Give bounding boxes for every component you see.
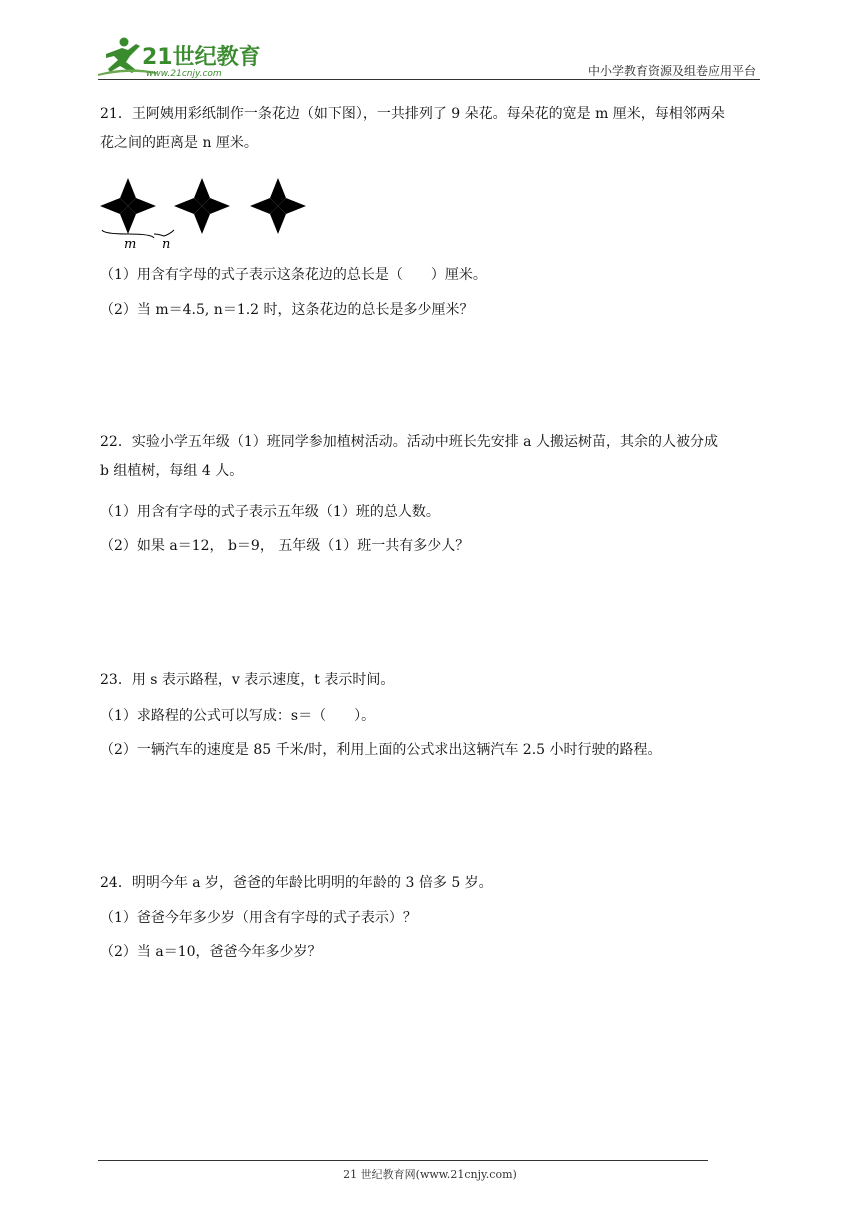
sub-question-1: （1）用含有字母的式子表示五年级（1）班的总人数。 — [100, 504, 440, 520]
flower-border-figure — [100, 176, 320, 252]
logo-url: www.21cnjy.com — [146, 69, 222, 78]
sub-question-2: （2）一辆汽车的速度是 85 千米/时，利用上面的公式求出这辆汽车 2.5 小时行驶的路程。 — [100, 742, 662, 758]
footer-divider — [98, 1160, 708, 1161]
label-m: m — [124, 237, 137, 252]
question-text: 24．明明今年 a 岁，爸爸的年龄比明明的年龄的 3 倍多 5 岁。 — [100, 875, 493, 891]
flower-icon — [100, 178, 156, 234]
sub-question-1: （1）求路程的公式可以写成：s＝（ ）。 — [100, 708, 376, 724]
logo-text: 21世纪教育 — [142, 45, 261, 70]
sub-question-1: （1）爸爸今年多少岁（用含有字母的式子表示）？ — [100, 910, 417, 926]
footer-text: 21 世纪教育网(www.21cnjy.com) — [343, 1168, 517, 1181]
question-text: 22．实验小学五年级（1）班同学参加植树活动。活动中班长先安排 a 人搬运树苗，其余的人被分成 — [100, 434, 718, 450]
label-n: n — [162, 237, 171, 252]
question-24 — [100, 873, 493, 893]
sub-question-2: （2）如果 a＝12， b＝9， 五年级（1）班一共有多少人？ — [100, 538, 470, 554]
question-text: 花之间的距离是 n 厘米。 — [100, 135, 258, 152]
header-divider — [98, 79, 760, 80]
question-23 — [100, 670, 394, 690]
question-text: b 组植树，每组 4 人。 — [100, 463, 244, 480]
question-21 — [100, 104, 725, 154]
question-text: 23．用 s 表示路程，v 表示速度，t 表示时间。 — [100, 672, 395, 688]
flower-icon — [250, 178, 306, 234]
question-22 — [100, 432, 718, 482]
sub-question-2: （2）当 a＝10，爸爸今年多少岁？ — [100, 944, 322, 960]
platform-title: 中小学教育资源及组卷应用平台 — [587, 64, 756, 78]
flower-icon — [174, 178, 230, 234]
page-header — [96, 30, 760, 80]
sub-question-2: （2）当 m＝4.5, n＝1.2 时，这条花边的总长是多少厘米？ — [100, 302, 474, 318]
sub-question-1: （1）用含有字母的式子表示这条花边的总长是（ ）厘米。 — [100, 267, 487, 283]
question-text: 21．王阿姨用彩纸制作一条花边（如下图），一共排列了 9 朵花。每朵花的宽是 m 厘米，每相邻两朵 — [100, 106, 725, 122]
logo — [96, 36, 266, 78]
